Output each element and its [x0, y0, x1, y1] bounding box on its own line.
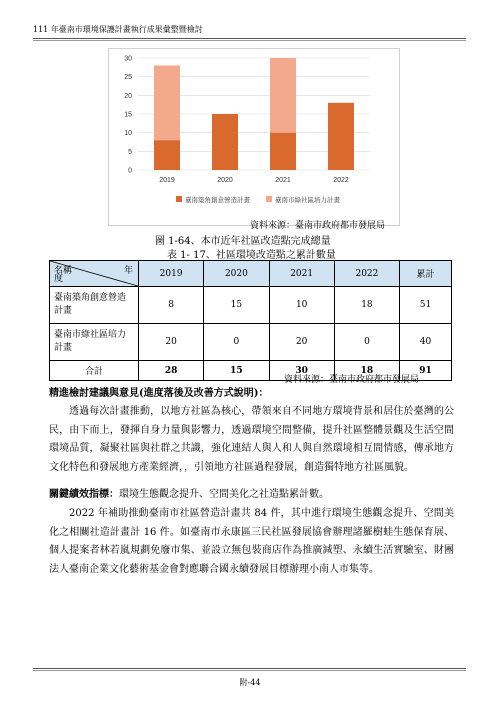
total-cell: 30 [269, 361, 334, 381]
row-label: 臺南築角創意營造計畫 [50, 287, 139, 324]
table-caption: 表 1- 17、社區環境改造點之累計數量 [167, 250, 336, 261]
kpi-label: 關鍵績效指標： [49, 489, 119, 500]
bar-segment [270, 133, 296, 170]
y-tick-label: 10 [124, 130, 132, 138]
table-cell: 0 [204, 324, 269, 361]
col-header: 2022 [334, 261, 399, 287]
corner-label-name: 名稱 [54, 266, 73, 276]
x-tick-label: 2021 [275, 177, 291, 184]
table-cell: 20 [139, 324, 204, 361]
x-tick-label: 2019 [159, 177, 175, 184]
table-cell: 40 [400, 324, 452, 361]
bar-segment [212, 114, 238, 170]
figure-source: 資料來源：臺南市政府都市發展局 [250, 221, 386, 231]
table-row [50, 324, 452, 361]
col-header: 2020 [204, 261, 269, 287]
x-tick-label: 2020 [217, 177, 233, 184]
bar-segment [154, 65, 180, 140]
page-number: 附-44 [239, 678, 261, 687]
footer-rule-thin [33, 670, 466, 671]
legend-swatch [266, 196, 272, 202]
legend-label: 臺南市綠社區培力計畫 [275, 196, 340, 204]
table-cell: 20 [269, 324, 334, 361]
legend-swatch [176, 196, 182, 202]
corner-label-bottom: 度 [54, 274, 64, 284]
y-tick-label: 0 [128, 167, 132, 175]
legend-label: 臺南築角創意營造計畫 [185, 196, 250, 204]
kpi-line [49, 486, 454, 505]
y-tick-label: 15 [124, 111, 132, 119]
footer-rule [33, 668, 466, 669]
x-tick-label: 2022 [333, 177, 349, 184]
table-cell: 8 [139, 287, 204, 324]
bar-segment [328, 103, 354, 170]
table-cell: 51 [400, 287, 452, 324]
table-cell: 10 [269, 287, 334, 324]
stacked-bar-chart [110, 50, 385, 225]
total-cell: 18 [334, 361, 399, 381]
data-table [49, 260, 452, 381]
y-tick-label: 30 [124, 55, 132, 63]
y-tick-label: 25 [124, 74, 132, 82]
col-header: 累計 [400, 261, 452, 287]
y-tick-label: 20 [124, 92, 132, 100]
paragraph-2: 2022 年補助推動臺南市社區營造計畫共 84 件，其中進行環境生態觀念提升、空間美化之相關社造計畫計 16 件。如臺南市永康區三民社區發展協會辦理諸羅樹蛙生態保育展、個人提案者林若嵐規劃免廢市集、並設立無包裝商店作為推廣減塑、永續生活實驗室、財團法人臺南企業文化藝術基金會對應聯合國永續發展目標辦理小南人市集等。 [49, 508, 454, 575]
header-rule-thin [33, 40, 466, 41]
table-corner-cell [50, 261, 139, 287]
table-cell: 15 [204, 287, 269, 324]
figure-caption: 圖 1-64、本市近年社區改造點完成總量 [155, 236, 331, 247]
col-header: 2021 [269, 261, 334, 287]
kpi-text: 環境生態觀念提升、空間美化之社造點累計數。 [119, 489, 329, 500]
table-row [50, 287, 452, 324]
header-rule [33, 38, 466, 39]
total-label: 合計 [50, 361, 139, 381]
row-label: 臺南市綠社區培力計畫 [50, 324, 139, 361]
col-header: 2019 [139, 261, 204, 287]
total-cell: 28 [139, 361, 204, 381]
total-cell: 91 [400, 361, 452, 381]
section-heading: 精進檢討建議與意見(進度落後及改善方式說明)： [49, 388, 269, 399]
page-header: 111 年臺南市環境保護計畫執行成果彙整暨檢討 [33, 25, 203, 34]
paragraph-1: 透過每次計畫推動，以地方社區為核心，帶領來自不同地方環境背景和居住於臺灣的公民，由下而上，發揮自身力量與影響力，透過環境空間整備，提升社區整體景觀及生活空間環境品質，凝聚社區與社群之共識，強化連結人與人和人與自然環境相互間情感，傳承地方文化特色和發展地方產業經濟，，引領地方社區過程發展，創造獨特地方社區風貌。 [49, 406, 454, 473]
table-cell: 0 [334, 324, 399, 361]
bar-segment [270, 58, 296, 133]
table-header-row [50, 261, 452, 287]
corner-label-top: 年 [123, 266, 133, 276]
table-cell: 18 [334, 287, 399, 324]
total-cell: 15 [204, 361, 269, 381]
table-source: 資料來源：臺南市政府都市發展局 [284, 375, 420, 385]
y-tick-label: 5 [128, 148, 132, 156]
bar-segment [154, 140, 180, 170]
